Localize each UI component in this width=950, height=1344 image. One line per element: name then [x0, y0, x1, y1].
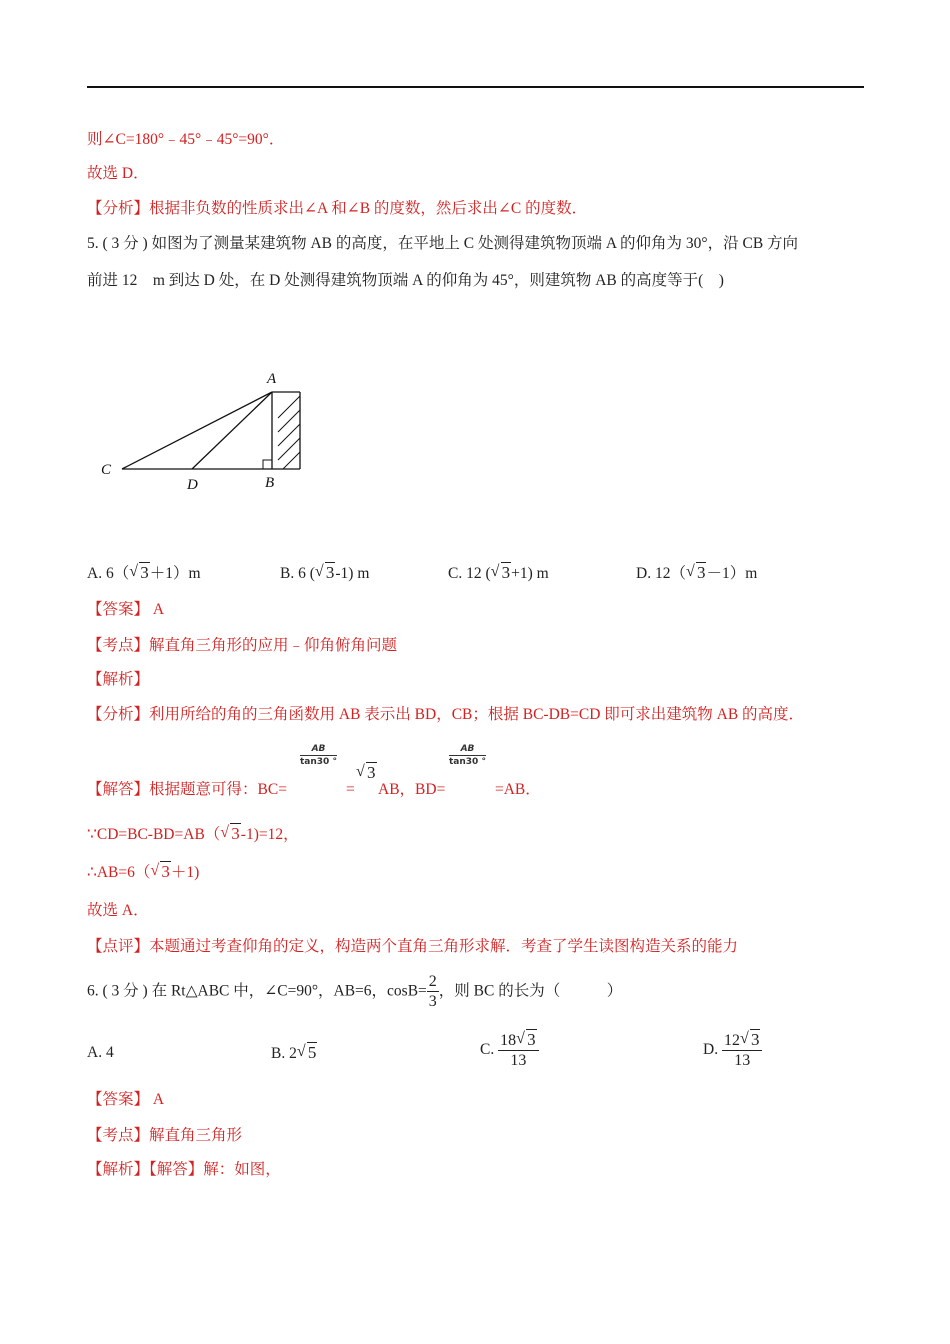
option-5c: C. 12 (√ 3+1) m [448, 563, 549, 584]
building-hatch [278, 396, 300, 469]
option-6b: B. 2√ 5 [271, 1043, 317, 1064]
choose-a-line: 故选 A． [87, 902, 149, 919]
right-angle-mark [263, 460, 272, 469]
knowledge-point-5: 【考点】解直角三角形的应用﹣仰角俯角问题 [87, 637, 398, 654]
option-5a: A. 6（√ 3＋1）m [87, 563, 201, 584]
option-5b: B. 6 (√ 3-1) m [280, 563, 369, 584]
header-rule [87, 86, 864, 88]
label-b: B [265, 475, 275, 491]
solution-5-bd: AB，BD= [378, 781, 446, 798]
question-5-line-1: 5. ( 3 分 ) 如图为了测量某建筑物 AB 的高度，在平地上 C 处测得建筑物顶端 A 的仰角为 30°，沿 CB 方向 [87, 235, 799, 252]
fraction-bd: AB tan30 ° [449, 744, 486, 767]
knowledge-point-6: 【考点】解直角三角形 [87, 1127, 243, 1144]
explanation-6: 【解析】【解答】解：如图， [87, 1161, 281, 1178]
solution-5-ab: =AB． [495, 781, 541, 798]
review-5: 【点评】本题通过考查仰角的定义，构造两个直角三角形求解．考查了学生读图构造关系的能力 [87, 938, 739, 955]
therefore-line: ∴AB=6（√ 3＋1) [87, 862, 199, 883]
analysis-q4: 【分析】根据非负数的性质求出∠A 和∠B 的度数，然后求出∠C 的度数． [87, 200, 588, 217]
label-a: A [267, 371, 277, 387]
option-6d: D. $\frac{12√ 3}{13}$ [703, 1030, 762, 1070]
sqrt3-solution: √ 3 [356, 763, 377, 784]
option-6a: A. 4 [87, 1044, 114, 1061]
fraction-bc: AB tan30 ° [300, 744, 337, 767]
q5-figure [95, 360, 310, 495]
answer-5: 【答案】 A [87, 601, 165, 618]
solution-5-line: 【解答】根据题意可得：BC= [87, 781, 287, 798]
choose-d-line: 故选 D． [87, 165, 149, 182]
option-6c: C. $\frac{18√ 3}{13}$ [480, 1030, 539, 1070]
label-d: D [187, 477, 198, 493]
analysis-5: 【分析】利用所给的角的三角函数用 AB 表示出 BD，CB；根据 BC-DB=CD 即可求出建筑物 AB 的高度． [87, 706, 805, 723]
option-5d: D. 12（√ 3－1）m [636, 563, 757, 584]
segment-da [192, 392, 272, 469]
because-line: ∵CD=BC-BD=AB（√ 3-1)=12， [87, 824, 299, 845]
question-6: 6. ( 3 分 ) 在 Rt△ABC 中，∠C=90°，AB=6，cosB= $\frac{2}{3}$ ，则 BC 的长为（ ） [87, 973, 623, 1010]
segment-ca [122, 392, 272, 469]
solution-line-angle-c: 则∠C=180°﹣45°﹣45°=90°． [87, 131, 285, 148]
explanation-5: 【解析】 [87, 671, 150, 688]
label-c: C [101, 462, 112, 478]
solution-5-eq: = [346, 781, 355, 798]
question-5-line-2: 前进 12 m 到达 D 处，在 D 处测得建筑物顶端 A 的仰角为 45°，则建筑物 AB 的高度等于( ) [87, 272, 724, 289]
answer-6: 【答案】 A [87, 1091, 165, 1108]
